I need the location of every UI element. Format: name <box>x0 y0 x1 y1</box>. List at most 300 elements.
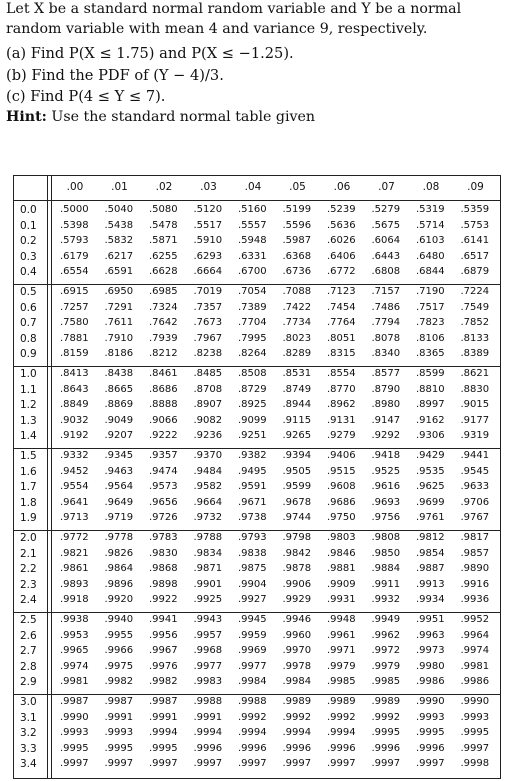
probability-cell: .5160 <box>238 204 267 215</box>
probability-cell: .9082 <box>193 414 223 426</box>
probability-cell: .9997 <box>193 758 223 770</box>
column-header: .02 <box>155 181 173 193</box>
row-group <box>14 283 500 367</box>
table-row <box>14 726 500 742</box>
probability-cell: .9319 <box>460 430 490 442</box>
probability-cell: .8365 <box>416 348 445 360</box>
probability-cell: .9992 <box>238 711 267 723</box>
z-value-label: 0.4 <box>20 266 37 279</box>
probability-cell: .9995 <box>460 727 490 739</box>
hint-label: Hint: <box>6 108 47 125</box>
probability-cell: .9989 <box>282 696 312 707</box>
column-header: .01 <box>111 181 128 193</box>
z-value-label: 1.2 <box>20 399 37 412</box>
probability-cell: .8461 <box>149 368 178 379</box>
probability-cell: .5596 <box>282 219 312 231</box>
probability-cell: .7611 <box>104 317 134 329</box>
probability-cell: .9591 <box>238 481 267 493</box>
probability-cell: .5199 <box>282 204 312 215</box>
probability-cell: .9406 <box>327 450 356 461</box>
probability-cell: .9970 <box>282 645 312 657</box>
probability-cell: .6103 <box>416 235 445 247</box>
probability-cell: .9463 <box>104 465 134 477</box>
probability-cell: .9292 <box>371 430 401 442</box>
probability-cell: .8962 <box>327 399 356 411</box>
probability-cell: .8238 <box>193 348 223 360</box>
probability-cell: .9345 <box>104 450 134 461</box>
probability-cell: .9977 <box>238 660 267 672</box>
probability-cell: .7486 <box>371 301 401 313</box>
z-value-label: 2.3 <box>20 578 37 591</box>
probability-cell: .6406 <box>327 250 356 262</box>
table-row <box>14 757 500 773</box>
probability-cell: .9997 <box>460 742 490 754</box>
probability-cell: .9452 <box>60 465 89 477</box>
probability-cell: .9495 <box>238 465 267 477</box>
probability-cell: .9962 <box>371 629 401 641</box>
probability-cell: .9649 <box>104 496 134 508</box>
table-row <box>14 695 500 711</box>
probability-cell: .9719 <box>104 512 134 524</box>
probability-cell: .9996 <box>238 742 267 754</box>
probability-cell: .9265 <box>282 430 312 442</box>
z-value-label: 1.1 <box>20 383 37 396</box>
probability-cell: .9664 <box>193 496 223 508</box>
probability-cell: .8686 <box>149 383 178 395</box>
probability-cell: .9854 <box>416 547 445 559</box>
probability-cell: .5987 <box>282 235 312 247</box>
probability-cell: .9998 <box>460 758 490 770</box>
probability-cell: .9911 <box>371 578 401 590</box>
probability-cell: .8133 <box>460 332 490 344</box>
table-row <box>14 301 500 317</box>
probability-cell: .9515 <box>327 465 356 477</box>
probability-cell: .9995 <box>60 742 89 754</box>
probability-cell: .6517 <box>460 250 490 262</box>
column-header: .06 <box>333 181 351 193</box>
probability-cell: .7580 <box>60 317 89 329</box>
probability-cell: .9370 <box>193 450 223 461</box>
probability-cell: .9633 <box>460 481 490 493</box>
probability-cell: .9941 <box>149 614 178 625</box>
probability-cell: .9994 <box>282 727 312 739</box>
probability-cell: .9884 <box>371 563 401 575</box>
z-value-label: 0.0 <box>20 204 37 216</box>
table-header <box>14 176 500 201</box>
probability-cell: .9922 <box>149 594 178 606</box>
probability-cell: .9564 <box>104 481 134 493</box>
probability-cell: .9192 <box>60 430 89 442</box>
probability-cell: .9525 <box>371 465 401 477</box>
probability-cell: .9987 <box>104 696 134 707</box>
table-row <box>14 347 500 363</box>
z-value-label: 0.9 <box>20 348 37 361</box>
probability-cell: .6915 <box>60 286 89 297</box>
column-header: .09 <box>467 181 484 193</box>
probability-cell: .9890 <box>460 563 490 575</box>
probability-cell: .6331 <box>238 250 267 262</box>
probability-cell: .8508 <box>238 368 267 379</box>
table-row <box>14 398 500 414</box>
probability-cell: .9955 <box>104 629 134 641</box>
probability-cell: .9131 <box>327 414 356 426</box>
z-value-label: 0.5 <box>20 286 37 298</box>
probability-cell: .9974 <box>460 645 490 657</box>
probability-cell: .7995 <box>238 332 267 344</box>
probability-cell: .7389 <box>238 301 267 313</box>
probability-cell: .9965 <box>60 645 89 657</box>
probability-cell: .9881 <box>327 563 356 575</box>
probability-cell: .9929 <box>282 594 312 606</box>
probability-cell: .8051 <box>327 332 356 344</box>
probability-cell: .9993 <box>416 711 445 723</box>
probability-cell: .7190 <box>416 286 445 297</box>
probability-cell: .9981 <box>60 676 89 688</box>
probability-cell: .9846 <box>327 547 356 559</box>
probability-cell: .9973 <box>416 645 445 657</box>
part-c: (c) Find P(4 ≤ Y ≤ 7). <box>6 88 166 105</box>
probability-cell: .9994 <box>327 727 356 739</box>
probability-cell: .8438 <box>104 368 134 379</box>
probability-cell: .9484 <box>193 465 223 477</box>
row-group <box>14 447 500 531</box>
probability-cell: .6772 <box>327 266 356 278</box>
probability-cell: .9686 <box>327 496 356 508</box>
probability-cell: .6179 <box>60 250 89 262</box>
probability-cell: .9871 <box>193 563 223 575</box>
probability-cell: .7054 <box>238 286 267 297</box>
probability-cell: .9878 <box>282 563 312 575</box>
probability-cell: .9788 <box>193 532 223 543</box>
probability-cell: .9940 <box>104 614 134 625</box>
probability-cell: .9793 <box>238 532 267 543</box>
table-row <box>14 562 500 578</box>
probability-cell: .9990 <box>416 696 445 707</box>
probability-cell: .9920 <box>104 594 134 606</box>
probability-cell: .7549 <box>460 301 490 313</box>
probability-cell: .9949 <box>371 614 401 625</box>
probability-cell: .6443 <box>371 250 401 262</box>
probability-cell: .9641 <box>60 496 89 508</box>
probability-cell: .9099 <box>238 414 267 426</box>
table-row <box>14 593 500 609</box>
probability-cell: .9306 <box>416 430 445 442</box>
probability-cell: .9693 <box>371 496 401 508</box>
probability-cell: .6950 <box>104 286 134 297</box>
probability-cell: .6026 <box>327 235 356 247</box>
probability-cell: .9994 <box>238 727 267 739</box>
probability-cell: .6554 <box>60 266 89 278</box>
column-header: .04 <box>244 181 262 193</box>
probability-cell: .9995 <box>371 727 401 739</box>
column-header: .03 <box>200 181 217 193</box>
table-row <box>14 250 500 266</box>
probability-cell: .9974 <box>60 660 89 672</box>
probability-cell: .9991 <box>149 711 178 723</box>
probability-cell: .6844 <box>416 266 445 278</box>
probability-cell: .9429 <box>416 450 445 461</box>
z-value-label: 0.1 <box>20 219 37 232</box>
probability-cell: .9992 <box>327 711 356 723</box>
probability-cell: .9279 <box>327 430 356 442</box>
probability-cell: .6985 <box>149 286 178 297</box>
probability-cell: .8023 <box>282 332 312 344</box>
standard-normal-table <box>13 175 501 779</box>
problem-parts <box>6 43 506 108</box>
probability-cell: .9945 <box>238 614 267 625</box>
table-row <box>14 578 500 594</box>
probability-cell: .9808 <box>371 532 401 543</box>
z-value-label: 2.9 <box>20 676 37 689</box>
probability-cell: .9803 <box>327 532 356 543</box>
probability-cell: .7764 <box>327 317 356 329</box>
probability-cell: .7324 <box>149 301 178 313</box>
probability-cell: .9994 <box>149 727 178 739</box>
probability-cell: .8389 <box>460 348 490 360</box>
probability-cell: .8212 <box>149 348 178 360</box>
table-row <box>14 429 500 445</box>
probability-cell: .9993 <box>104 727 134 739</box>
probability-cell: .9996 <box>371 742 401 754</box>
probability-cell: .9986 <box>460 676 490 688</box>
z-value-label: 1.6 <box>20 465 37 478</box>
z-value-label: 1.0 <box>20 368 37 380</box>
probability-cell: .8888 <box>149 399 178 411</box>
probability-cell: .9995 <box>149 742 178 754</box>
probability-cell: .8643 <box>60 383 89 395</box>
probability-cell: .8770 <box>327 383 356 395</box>
probability-cell: .9946 <box>282 614 312 625</box>
probability-cell: .8485 <box>193 368 223 379</box>
probability-cell: .8925 <box>238 399 267 411</box>
z-value-label: 3.0 <box>20 696 37 708</box>
probability-cell: .6591 <box>104 266 134 278</box>
probability-cell: .9838 <box>238 547 267 559</box>
probability-cell: .9989 <box>371 696 401 707</box>
probability-cell: .6664 <box>193 266 223 278</box>
probability-cell: .9474 <box>149 465 178 477</box>
probability-cell: .9251 <box>238 430 267 442</box>
probability-cell: .9936 <box>460 594 490 606</box>
probability-cell: .5675 <box>371 219 401 231</box>
z-value-label: 2.2 <box>20 563 37 576</box>
probability-cell: .7123 <box>327 286 356 297</box>
probability-cell: .9994 <box>193 727 223 739</box>
probability-cell: .9608 <box>327 481 356 493</box>
probability-cell: .9826 <box>104 547 134 559</box>
probability-cell: .8729 <box>238 383 267 395</box>
probability-cell: .8554 <box>327 368 356 379</box>
probability-cell: .9904 <box>238 578 267 590</box>
probability-cell: .5636 <box>327 219 356 231</box>
probability-cell: .9997 <box>238 758 267 770</box>
probability-cell: .9713 <box>60 512 89 524</box>
probability-cell: .9997 <box>149 758 178 770</box>
probability-cell: .8078 <box>371 332 401 344</box>
probability-cell: .9927 <box>238 594 267 606</box>
probability-cell: .9875 <box>238 563 267 575</box>
z-value-label: 1.4 <box>20 430 37 443</box>
probability-cell: .8907 <box>193 399 223 411</box>
probability-cell: .5080 <box>149 204 178 215</box>
probability-cell: .5714 <box>416 219 445 231</box>
probability-cell: .9972 <box>371 645 401 657</box>
probability-cell: .9573 <box>149 481 178 493</box>
probability-cell: .9394 <box>282 450 312 461</box>
probability-cell: .9997 <box>104 758 134 770</box>
probability-cell: .8621 <box>460 368 490 379</box>
probability-cell: .5478 <box>149 219 178 231</box>
probability-cell: .9147 <box>371 414 401 426</box>
z-value-label: 3.3 <box>20 742 37 755</box>
probability-cell: .7422 <box>282 301 312 313</box>
probability-cell: .5398 <box>60 219 89 231</box>
table-row <box>14 316 500 332</box>
probability-cell: .9982 <box>104 676 134 688</box>
probability-cell: .5832 <box>104 235 134 247</box>
probability-cell: .6879 <box>460 266 490 278</box>
probability-cell: .8413 <box>60 368 89 379</box>
column-header: .05 <box>289 181 306 193</box>
probability-cell: .7704 <box>238 317 267 329</box>
probability-cell: .8264 <box>238 348 267 360</box>
probability-cell: .9893 <box>60 578 89 590</box>
probability-cell: .9985 <box>327 676 356 688</box>
hint-text: Use the standard normal table given <box>46 108 316 125</box>
probability-cell: .9996 <box>193 742 223 754</box>
probability-cell: .9986 <box>416 676 445 688</box>
row-group <box>14 529 500 613</box>
probability-cell: .8810 <box>416 383 445 395</box>
probability-cell: .9599 <box>282 481 312 493</box>
probability-cell: .7291 <box>104 301 134 313</box>
table-row <box>14 675 500 691</box>
probability-cell: .9997 <box>60 758 89 770</box>
probability-cell: .9750 <box>327 512 356 524</box>
probability-cell: .9976 <box>149 660 178 672</box>
probability-cell: .5319 <box>416 204 445 215</box>
probability-cell: .9772 <box>60 532 89 543</box>
probability-cell: .9996 <box>282 742 312 754</box>
probability-cell: .9332 <box>60 450 89 461</box>
z-value-label: 2.4 <box>20 594 37 607</box>
hint <box>6 108 506 128</box>
probability-cell: .9931 <box>327 594 356 606</box>
probability-cell: .5871 <box>149 235 178 247</box>
table-row <box>14 234 500 250</box>
probability-cell: .5120 <box>193 204 223 215</box>
probability-cell: .8289 <box>282 348 312 360</box>
probability-cell: .9418 <box>371 450 401 461</box>
probability-cell: .6368 <box>282 250 312 262</box>
probability-cell: .9932 <box>371 594 401 606</box>
probability-cell: .9850 <box>371 547 401 559</box>
probability-cell: .9967 <box>149 645 178 657</box>
probability-cell: .9909 <box>327 578 356 590</box>
probability-cell: .5753 <box>460 219 490 231</box>
z-value-label: 2.7 <box>20 645 37 658</box>
row-group <box>14 611 500 695</box>
probability-cell: .5279 <box>371 204 401 215</box>
probability-cell: .7823 <box>416 317 445 329</box>
probability-cell: .6064 <box>371 235 401 247</box>
probability-cell: .9357 <box>149 450 178 461</box>
probability-cell: .7967 <box>193 332 223 344</box>
probability-cell: .9980 <box>416 660 445 672</box>
part-b: (b) Find the PDF of (Y − 4)/3. <box>6 66 224 84</box>
probability-cell: .9756 <box>371 512 401 524</box>
table-row <box>14 285 500 301</box>
z-value-label: 3.2 <box>20 727 37 740</box>
probability-cell: .9783 <box>149 532 178 543</box>
probability-cell: .9971 <box>327 645 356 657</box>
probability-cell: .9982 <box>149 676 178 688</box>
table-row <box>14 465 500 481</box>
probability-cell: .9969 <box>238 645 267 657</box>
probability-cell: .9951 <box>416 614 445 625</box>
probability-cell: .9925 <box>193 594 223 606</box>
probability-cell: .9992 <box>371 711 401 723</box>
probability-cell: .7642 <box>149 317 178 329</box>
probability-cell: .9992 <box>282 711 312 723</box>
table-row <box>14 660 500 676</box>
probability-cell: .7673 <box>193 317 223 329</box>
probability-cell: .9988 <box>193 696 223 707</box>
probability-cell: .6700 <box>238 266 267 278</box>
column-header: .08 <box>422 181 440 193</box>
probability-cell: .9995 <box>416 727 445 739</box>
probability-cell: .9960 <box>282 629 312 641</box>
probability-cell: .5910 <box>193 235 223 247</box>
probability-cell: .8944 <box>282 399 312 411</box>
probability-cell: .6808 <box>371 266 401 278</box>
probability-cell: .9964 <box>460 629 490 641</box>
probability-cell: .9177 <box>460 414 490 426</box>
z-value-label: 0.3 <box>20 250 37 263</box>
probability-cell: .8106 <box>416 332 445 344</box>
probability-cell: .7852 <box>460 317 490 329</box>
probability-cell: .9938 <box>60 614 89 625</box>
probability-cell: .9988 <box>238 696 267 707</box>
probability-cell: .9868 <box>149 563 178 575</box>
probability-cell: .9761 <box>416 512 445 524</box>
probability-cell: .7517 <box>416 301 445 313</box>
probability-cell: .9616 <box>371 481 401 493</box>
probability-cell: .9738 <box>238 512 267 524</box>
probability-cell: .9732 <box>193 512 223 524</box>
probability-cell: .9959 <box>238 629 267 641</box>
column-header: .00 <box>66 181 84 193</box>
z-value-label: 2.8 <box>20 660 37 673</box>
z-value-label: 3.1 <box>20 711 37 724</box>
probability-cell: .9535 <box>416 465 445 477</box>
probability-cell: .7257 <box>60 301 89 313</box>
probability-cell: .8980 <box>371 399 401 411</box>
probability-cell: .9956 <box>149 629 178 641</box>
probability-cell: .5948 <box>238 235 267 247</box>
probability-cell: .7357 <box>193 301 223 313</box>
probability-cell: .8869 <box>104 399 134 411</box>
probability-cell: .7910 <box>104 332 134 344</box>
probability-cell: .9990 <box>60 711 89 723</box>
probability-cell: .6628 <box>149 266 178 278</box>
probability-cell: .9952 <box>460 614 490 625</box>
probability-cell: .9979 <box>371 660 401 672</box>
probability-cell: .6736 <box>282 266 312 278</box>
probability-cell: .9545 <box>460 465 490 477</box>
z-value-label: 0.8 <box>20 332 37 345</box>
probability-cell: .8749 <box>282 383 312 395</box>
